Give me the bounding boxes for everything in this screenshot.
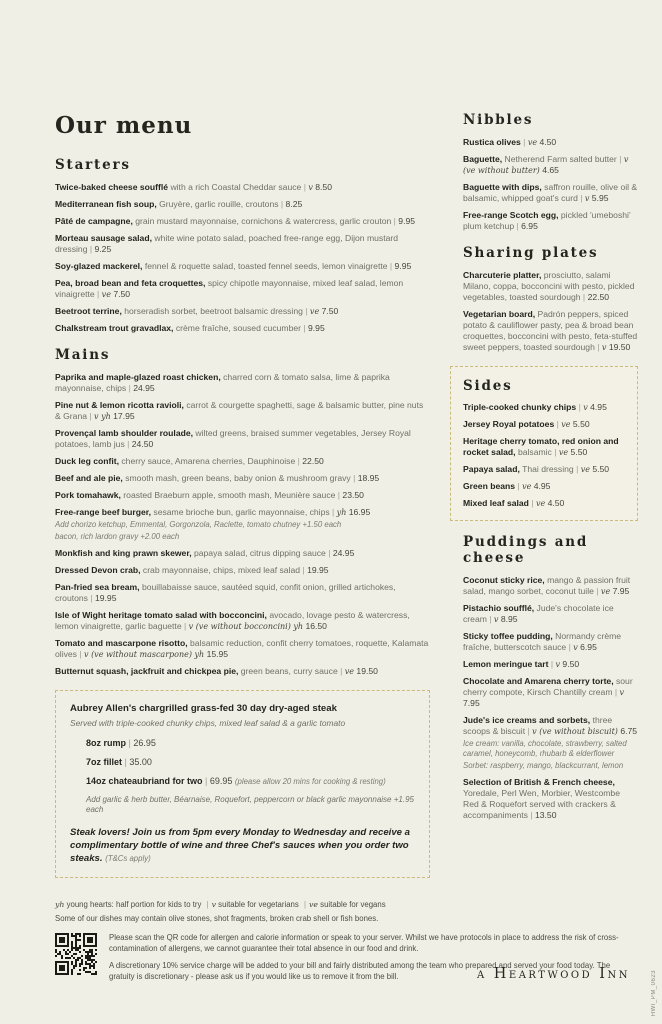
menu-item <box>55 456 430 467</box>
item-name: Charcuterie platter, <box>463 270 542 280</box>
item-name: Tomato and mascarpone risotto, <box>55 638 188 648</box>
item-description: mango & passion fruit salad, mango sorbet, coconut tuile <box>463 575 631 596</box>
item-separator: | <box>329 507 337 517</box>
diet-tag: v <box>573 643 578 652</box>
item-price: 16.95 <box>348 507 371 517</box>
item-name: Mediterranean fish soup, <box>55 199 157 209</box>
diet-tag: v <box>493 615 499 624</box>
item-description: three scoops & biscuit <box>463 715 613 736</box>
item-separator: | <box>122 757 130 767</box>
right-column <box>450 112 638 878</box>
menu-item <box>55 261 430 272</box>
item-name: Pine nut & lemon ricotta ravioli, <box>55 400 184 410</box>
item-price: 24.50 <box>131 439 154 449</box>
item-name: Papaya salad, <box>463 464 520 474</box>
diet-legend: yh young hearts: half portion for kids to try | v suitable for vegetarians | ve suitable for vegans <box>55 900 386 909</box>
diet-tag: ve <box>522 482 532 491</box>
item-separator: | <box>337 666 345 676</box>
item-name: Heritage cherry tomato, red onion and rocket salad, <box>463 436 619 457</box>
steak-options <box>70 738 415 787</box>
diet-tag: yh <box>55 900 65 909</box>
item-price: 9.95 <box>398 216 416 226</box>
item-name: Jersey Royal potatoes <box>463 419 555 429</box>
item-separator: | <box>94 289 102 299</box>
item-description: Gruyère, garlic rouille, croutons <box>159 199 279 209</box>
item-price: 6.95 <box>521 221 538 231</box>
item-description: white wine potato salad, poached free-range egg, Dijon mustard dressing <box>55 233 398 254</box>
item-separator: | <box>124 439 132 449</box>
menu-item <box>463 631 638 653</box>
diet-tag: v <box>583 403 588 412</box>
item-separator: | <box>387 261 395 271</box>
section-heading: Sides <box>463 378 513 394</box>
item-name: Dressed Devon crab, <box>55 565 141 575</box>
menu-item <box>463 676 638 709</box>
sourcing-note: Some of our dishes may contain olive stones, shot fragments, broken crab shell or fish bones. <box>55 913 379 923</box>
item-price: 5.95 <box>591 193 609 203</box>
item-description: smooth mash, green beans, baby onion & mushroom gravy <box>125 473 351 483</box>
steak-option-price: 69.95 <box>209 776 233 786</box>
item-description: cherry sauce, Amarena cherries, Dauphinoise <box>121 456 296 466</box>
menu-section <box>463 534 638 821</box>
item-separator: | <box>594 342 602 352</box>
diet-tag: v (ve without mascarpone) yh <box>84 650 205 659</box>
item-separator: | <box>278 199 286 209</box>
item-price: 17.95 <box>113 411 135 421</box>
steak-option-name: 14oz chateaubriand for two <box>86 776 203 786</box>
steak-promo <box>70 826 415 865</box>
steak-promo-note: (T&Cs apply) <box>105 854 151 863</box>
item-separator: | <box>87 244 95 254</box>
menu-section <box>463 245 638 353</box>
item-separator: | <box>126 738 134 748</box>
qr-code-icon <box>55 933 97 975</box>
item-price: 7.50 <box>113 289 131 299</box>
item-description: spicy chipotle mayonnaise, mixed leaf salad, lemon vinaigrette <box>55 278 404 299</box>
menu-item <box>55 400 430 422</box>
steak-offer-box <box>55 690 430 878</box>
diet-tag: ve <box>600 587 611 596</box>
item-price: 6.95 <box>580 642 597 652</box>
item-price: 9.95 <box>308 323 325 333</box>
item-price: 16.50 <box>305 621 327 631</box>
item-description: balsamic <box>517 447 552 457</box>
menu-item <box>55 490 430 501</box>
menu-item <box>55 306 430 317</box>
item-description: Normandy crème fraîche, butterscotch sauce <box>463 631 622 652</box>
right-sections <box>450 112 638 821</box>
item-name: Paprika and maple-glazed roast chicken, <box>55 372 221 382</box>
item-separator: | <box>616 154 624 164</box>
item-separator: | <box>202 776 210 786</box>
diet-tag: v <box>601 343 607 352</box>
item-separator: | <box>577 193 585 203</box>
item-name: Rustica olives <box>463 137 521 147</box>
item-price: 19.50 <box>356 666 378 676</box>
item-description: Yoredale, Perl Wen, Morbier, Westcombe Red & Roquefort served with crackers & accompaniments <box>463 788 620 820</box>
menu-section <box>463 112 638 232</box>
legend-separator: | <box>206 900 209 909</box>
menu-item <box>463 182 638 204</box>
item-name: Pea, broad bean and feta croquettes, <box>55 278 206 288</box>
item-name: Twice-baked cheese soufflé <box>55 182 169 192</box>
steak-promo-text: Steak lovers! Join us from 5pm every Monday to Wednesday and receive a complimentary bottle of wine and three Chef's sauces when you order two steaks. <box>70 827 410 864</box>
item-description: Padrón peppers, spiced potato & cauliflower pasty, pea & broad bean croquettes, bocconcini with pesto, feta-stuffed sweet peppers, toasted sourdough <box>463 309 638 352</box>
item-addon-note: Add chorizo ketchup, Emmental, Gorgonzola, Raclette, tomato chutney +1.50 each <box>55 520 342 529</box>
item-description: grain mustard mayonnaise, cornichons & watercress, garlic crouton <box>135 216 392 226</box>
item-separator: | <box>576 402 584 412</box>
item-description: saffron rouille, olive oil & balsamic, whipped goat's curd <box>463 182 638 203</box>
item-separator: | <box>302 306 310 316</box>
item-description: papaya salad, citrus dipping sauce <box>193 548 326 558</box>
diet-tag: v (ve without butter) <box>463 155 629 175</box>
menu-item <box>463 777 638 821</box>
menu-item <box>55 233 430 255</box>
item-name: Coconut sticky rice, <box>463 575 545 585</box>
allergen-note: Please scan the QR code for allergen and calorie information or speak to your server. Whilst we have protocols in place to address the risk of cross-contamination of allergens, we cannot guarantee their total absence in our food and drink. <box>109 933 619 953</box>
menu-item <box>55 182 430 193</box>
print-code: HWI_PM_0623 <box>651 970 657 1017</box>
item-description: green beans, curry sauce <box>240 666 338 676</box>
menu-item <box>463 419 625 430</box>
item-name: Mixed leaf salad <box>463 498 529 508</box>
item-description: horseradish sorbet, beetroot balsamic dressing <box>124 306 303 316</box>
item-description: charred corn & tomato salsa, lime & paprika mayonnaise, chips <box>55 372 390 393</box>
item-name: Pâté de campagne, <box>55 216 133 226</box>
menu-item <box>55 582 430 604</box>
item-price: 8.95 <box>500 614 518 624</box>
item-separator: | <box>612 687 620 697</box>
item-name: Baguette with dips, <box>463 182 542 192</box>
menu-item <box>55 323 430 334</box>
item-name: Jude's ice creams and sorbets, <box>463 715 591 725</box>
item-separator: | <box>391 216 399 226</box>
menu-section <box>55 157 430 334</box>
steak-option-price: 35.00 <box>129 757 152 767</box>
diet-tag: ve <box>535 499 546 508</box>
menu-item <box>55 278 430 300</box>
item-separator: | <box>548 659 556 669</box>
item-price: 7.95 <box>463 698 480 708</box>
menu-item <box>463 481 625 492</box>
item-separator: | <box>554 419 562 429</box>
menu-section <box>450 366 638 521</box>
item-price: 18.95 <box>357 473 380 483</box>
item-name: Pistachio soufflé, <box>463 603 535 613</box>
item-price: 19.95 <box>94 593 117 603</box>
item-price: 9.50 <box>562 659 580 669</box>
diet-tag: ve <box>527 138 538 147</box>
item-description: Netherend Farm salted butter <box>504 154 617 164</box>
item-price: 9.25 <box>94 244 112 254</box>
item-name: Chalkstream trout gravadlax, <box>55 323 174 333</box>
item-price: 4.50 <box>547 498 565 508</box>
item-price: 5.50 <box>572 419 590 429</box>
diet-tag: ve <box>580 465 590 474</box>
diet-tag: v <box>619 688 625 697</box>
item-description: Jude's chocolate ice cream <box>463 603 614 624</box>
item-price: 8.50 <box>315 182 332 192</box>
item-separator: | <box>551 447 559 457</box>
menu-item <box>463 402 625 413</box>
item-name: Morteau sausage salad, <box>55 233 152 243</box>
item-description: with a rich Coastal Cheddar sauce <box>170 182 302 192</box>
item-name: Free-range beef burger, <box>55 507 151 517</box>
item-description: wilted greens, braised summer vegetables, Jersey Royal potatoes, lamb jus <box>55 428 411 449</box>
item-name: Isle of Wight heritage tomato salad with bocconcini, <box>55 610 267 620</box>
menu-item <box>463 270 638 303</box>
item-name: Monkfish and king prawn skewer, <box>55 548 192 558</box>
item-price: 19.50 <box>608 342 631 352</box>
item-separator: | <box>515 481 523 491</box>
item-separator: | <box>325 548 333 558</box>
item-name: Pork tomahawk, <box>55 490 121 500</box>
item-description: prosciutto, salami Milano, coppa, bocconcini with pesto, pickled vegetables, toasted sourdough <box>463 270 635 302</box>
menu-item <box>55 565 430 576</box>
brand-logo: a Heartwood Inn <box>476 966 630 982</box>
steak-option <box>86 738 415 749</box>
steak-option-name: 8oz rump <box>86 738 127 748</box>
item-price: 4.95 <box>533 481 551 491</box>
item-separator: | <box>566 642 574 652</box>
diet-tag: ve <box>344 667 355 676</box>
item-price: 15.95 <box>206 649 229 659</box>
item-separator: | <box>514 221 522 231</box>
item-name: Baguette, <box>463 154 503 164</box>
item-description: Thai dressing <box>522 464 574 474</box>
steak-option-price: 26.95 <box>133 738 156 748</box>
left-column <box>55 112 430 878</box>
item-name: Butternut squash, jackfruit and chickpea pie, <box>55 666 239 676</box>
item-price: 5.50 <box>592 464 610 474</box>
menu-item <box>463 575 638 597</box>
item-separator: | <box>580 292 588 302</box>
item-name: Sticky toffee pudding, <box>463 631 553 641</box>
section-heading: Nibbles <box>463 112 534 128</box>
item-addon-note: Sorbet: raspberry, mango, blackcurrant, lemon <box>463 761 624 770</box>
item-description: fennel & roquette salad, toasted fennel seeds, lemon vinaigrette <box>144 261 388 271</box>
item-description: sour cherry compote, Kirsch Chantilly cream <box>463 676 633 697</box>
left-sections <box>55 157 430 677</box>
diet-tag: v <box>308 183 313 192</box>
menu-item <box>463 309 638 353</box>
item-name: Beetroot terrine, <box>55 306 122 316</box>
item-description: avocado, lovage pesto & watercress, lemon vinaigrette, garlic baguette <box>55 610 410 631</box>
item-name: Selection of British & French cheese, <box>463 777 615 787</box>
menu-item <box>55 216 430 227</box>
steak-subtitle: Served with triple-cooked chunky chips, mixed leaf salad & a garlic tomato <box>70 718 346 728</box>
diet-tag: v <box>211 900 216 909</box>
steak-option-note: (please allow 20 mins for cooking & resting) <box>234 777 386 786</box>
item-name: Beef and ale pie, <box>55 473 123 483</box>
menu-item <box>463 464 625 475</box>
item-separator: | <box>520 137 528 147</box>
item-addon-note: bacon, rich lardon gravy +2.00 each <box>55 532 180 541</box>
item-separator: | <box>300 565 308 575</box>
diet-tag: ve <box>558 448 569 457</box>
menu-item <box>463 210 638 232</box>
item-price: 22.50 <box>302 456 324 466</box>
item-separator: | <box>528 498 536 508</box>
item-price: 7.95 <box>612 586 630 596</box>
menu-item <box>463 154 638 176</box>
diet-tag: yh <box>336 508 347 517</box>
item-separator: | <box>486 614 494 624</box>
diet-tag: v <box>555 660 561 669</box>
item-description: pickled 'umeboshi' plum ketchup <box>463 210 631 231</box>
menu-item <box>463 436 625 458</box>
item-price: 24.95 <box>332 548 355 558</box>
item-price: 19.95 <box>307 565 329 575</box>
steak-option <box>86 757 415 768</box>
item-name: Vegetarian board, <box>463 309 536 319</box>
diet-tag: ve <box>308 900 319 909</box>
item-price: 22.50 <box>587 292 610 302</box>
menu-item <box>55 507 430 542</box>
menu-item <box>55 548 430 559</box>
item-price: 6.75 <box>620 726 638 736</box>
menu-item <box>463 603 638 625</box>
menu-item <box>55 428 430 450</box>
item-separator: | <box>295 456 303 466</box>
diet-tag: v <box>584 194 590 203</box>
section-heading: Puddings and cheese <box>463 534 589 566</box>
item-separator: | <box>126 383 134 393</box>
item-name: Green beans <box>463 481 516 491</box>
item-price: 4.95 <box>590 402 607 412</box>
item-description: crab mayonnaise, chips, mixed leaf salad <box>142 565 301 575</box>
menu-item <box>463 137 638 148</box>
item-separator: | <box>87 411 95 421</box>
service-charge-note: A discretionary 10% service charge will be added to your bill and fairly distributed among the team who prepared and served your food today. The gratuity is discretionary - please ask us if you would like us to remove it from the bill. <box>109 961 611 981</box>
sides-box <box>450 366 638 521</box>
item-separator: | <box>593 586 601 596</box>
legend-separator: | <box>303 900 306 909</box>
item-name: Soy-glazed mackerel, <box>55 261 143 271</box>
item-price: 4.50 <box>539 137 557 147</box>
item-separator: | <box>350 473 358 483</box>
item-separator: | <box>87 593 95 603</box>
item-price: 9.95 <box>394 261 412 271</box>
menu-item <box>55 199 430 210</box>
item-price: 4.65 <box>542 165 559 175</box>
item-description: bouillabaisse sauce, sautéed squid, confit onion, grilled artichokes, croutons <box>55 582 396 603</box>
item-description: carrot & courgette spaghetti, sage & balsamic butter, pine nuts & Grana <box>55 400 424 421</box>
item-separator: | <box>525 726 533 736</box>
item-name: Free-range Scotch egg, <box>463 210 559 220</box>
item-separator: | <box>335 490 343 500</box>
menu-item <box>463 715 638 771</box>
item-description: sesame brioche bun, garlic mayonnaise, chips <box>153 507 330 517</box>
item-price: 24.95 <box>133 383 155 393</box>
section-heading: Sharing plates <box>463 245 599 261</box>
item-description: crème fraîche, soused cucumber <box>175 323 301 333</box>
item-separator: | <box>527 810 535 820</box>
item-price: 7.50 <box>321 306 339 316</box>
item-price: 13.50 <box>534 810 557 820</box>
item-price: 23.50 <box>342 490 364 500</box>
diet-tag: v (ve without bocconcini) yh <box>188 622 304 631</box>
item-name: Pan-fried sea bream, <box>55 582 140 592</box>
menu-item <box>55 638 430 660</box>
menu-item <box>55 372 430 394</box>
section-heading: Starters <box>55 157 131 173</box>
item-description: balsamic reduction, confit cherry tomatoes, roquette, Kalamata olives <box>55 638 429 659</box>
menu-item <box>463 659 638 670</box>
diet-tag: v yh <box>94 412 111 421</box>
item-addon-note: Ice cream: vanilla, chocolate, strawberry, salted caramel, honeycomb, rhubarb & elderflower <box>463 739 627 758</box>
item-separator: | <box>301 323 309 333</box>
steak-title: Aubrey Allen's chargrilled grass-fed 30 day dry-aged steak <box>70 703 337 714</box>
menu-item <box>55 473 430 484</box>
item-name: Provençal lamb shoulder roulade, <box>55 428 194 438</box>
page-title: Our menu <box>55 112 193 139</box>
item-name: Triple-cooked chunky chips <box>463 402 577 412</box>
diet-tag: ve <box>309 307 320 316</box>
diet-tag: v (ve without biscuit) <box>532 727 618 736</box>
item-price: 5.50 <box>570 447 588 457</box>
item-name: Lemon meringue tart <box>463 659 549 669</box>
item-separator: | <box>301 182 309 192</box>
steak-addons: Add garlic & herb butter, Béarnaise, Roquefort, peppercorn or black garlic mayonnaise +1.95 each <box>86 795 414 814</box>
item-description: roasted Braeburn apple, smooth mash, Meunière sauce <box>123 490 336 500</box>
item-separator: | <box>76 649 84 659</box>
menu-item <box>55 666 430 677</box>
menu-section <box>55 347 430 677</box>
item-name: Chocolate and Amarena cherry torte, <box>463 676 614 686</box>
diet-tag: ve <box>561 420 571 429</box>
item-separator: | <box>181 621 189 631</box>
diet-tag: ve <box>101 290 111 299</box>
menu-item <box>463 498 625 509</box>
item-separator: | <box>573 464 581 474</box>
steak-option <box>86 776 415 787</box>
steak-option-name: 7oz fillet <box>86 757 123 767</box>
item-name: Duck leg confit, <box>55 456 119 466</box>
menu-item <box>55 610 430 632</box>
item-price: 8.25 <box>285 199 303 209</box>
section-heading: Mains <box>55 347 111 363</box>
